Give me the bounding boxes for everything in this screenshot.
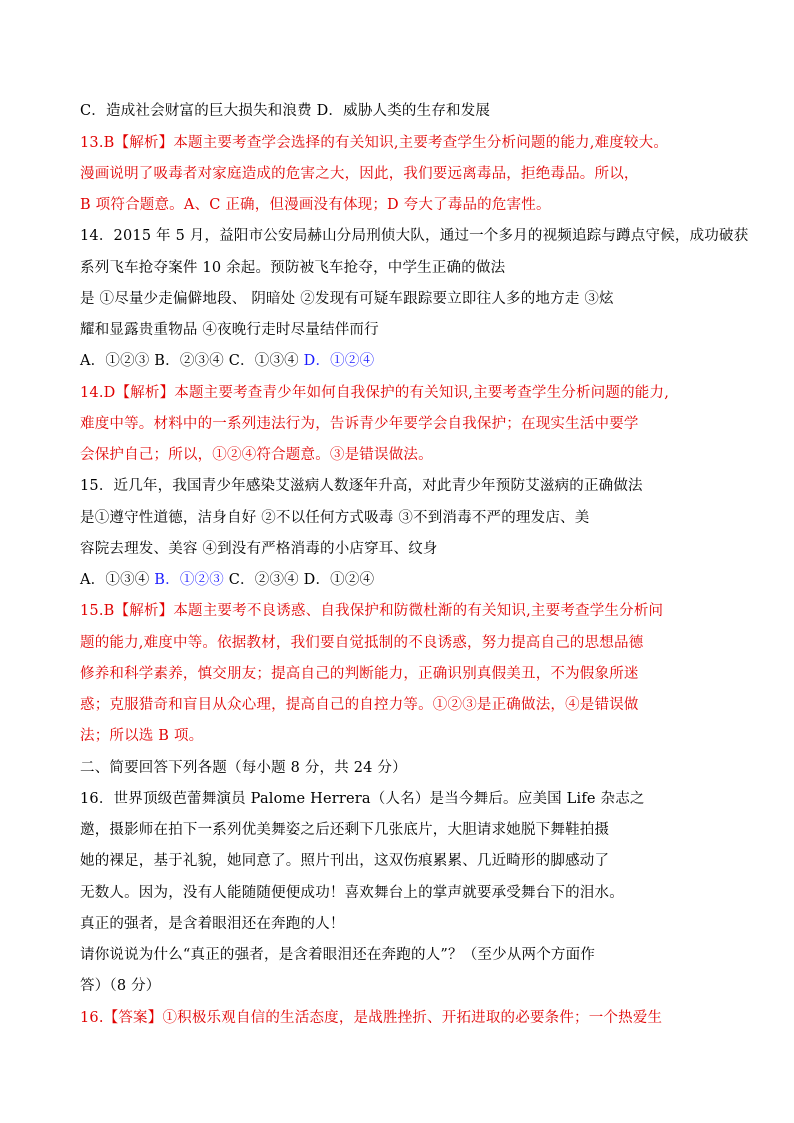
analysis-line: 14.D【解析】本题主要考查青少年如何自我保护的有关知识,主要考查学生分析问题的能力, [80,385,670,401]
question-line: 15．近几年，我国青少年感染艾滋病人数逐年升高，对此青少年预防艾滋病的正确做法 [80,478,643,494]
answer-line: 16.【答案】①积极乐观自信的生活态度，是战胜挫折、开拓进取的必要条件；一个热爱生 [80,1010,663,1026]
correct-option: D．①②④ [303,353,375,369]
question-line: 容院去理发、美容 ④到没有严格消毒的小店穿耳、纹身 [80,541,438,557]
analysis-line: 题的能力,难度中等。依据教材，我们要自觉抵制的不良诱惑，努力提高自己的思想品德 [80,635,644,651]
question-line: 邀，摄影师在拍下一系列优美舞姿之后还剩下几张底片，大胆请求她脱下舞鞋拍摄 [80,822,610,838]
section-heading: 二、简要回答下列各题（每小题 8 分，共 24 分） [80,760,407,776]
analysis-line: 惑；克服猎奇和盲目从众心理，提高自己的自控力等。①②③是正确做法，④是错误做 [80,697,639,713]
question-line: 14．2015 年 5 月，益阳市公安局赫山分局刑侦大队，通过一个多月的视频追踪与蹲点守候，成功破获 [80,228,749,244]
question-line: 耀和显露贵重物品 ④夜晚行走时尽量结伴而行 [80,322,379,338]
question-line: 16．世界顶级芭蕾舞演员 Palome Herrera（人名）是当今舞后。应美国 Life 杂志之 [80,791,645,807]
options-line [80,351,374,371]
analysis-line: 15.B【解析】本题主要考不良诱惑、自我保护和防微杜渐的有关知识,主要考查学生分析问 [80,603,664,619]
options-text: A．①③④ [80,572,155,588]
question-line: 是 ①尽量少走偏僻地段、 阴暗处 ②发现有可疑车跟踪要立即往人多的地方走 ③炫 [80,291,614,307]
analysis-line: 法；所以选 B 项。 [80,728,204,744]
analysis-line: B 项符合题意。A、C 正确，但漫画没有体现；D 夸大了毒品的危害性。 [80,197,551,213]
analysis-line: 13.B【解析】本题主要考查学会选择的有关知识,主要考查学生分析问题的能力,难度较大。 [80,135,669,151]
analysis-line: 会保护自己；所以，①②④符合题意。③是错误做法。 [80,447,433,463]
analysis-line: 修养和科学素养，慎交朋友；提高自己的判断能力，正确识别真假美丑，不为假象所迷 [80,666,639,682]
question-line: 系列飞车抢夺案件 10 余起。预防被飞车抢夺，中学生正确的做法 [80,260,506,276]
text-line: C．造成社会财富的巨大损失和浪费 D．威胁人类的生存和发展 [80,103,491,119]
options-text: C．②③④ D．①②④ [223,572,375,588]
question-line: 请你说说为什么“真正的强者，是含着眼泪还在奔跑的人”？（至少从两个方面作 [80,947,596,963]
question-line: 答）（8 分） [80,978,161,994]
question-line: 她的裸足，基于礼貌，她同意了。照片刊出，这双伤痕累累、几近畸形的脚感动了 [80,853,610,869]
analysis-line: 漫画说明了吸毒者对家庭造成的危害之大，因此，我们要远离毒品，拒绝毒品。所以， [80,166,639,182]
question-line: 真正的强者，是含着眼泪还在奔跑的人！ [80,916,345,932]
correct-option: B．①②③ [154,572,224,588]
question-line: 是①遵守性道德，洁身自好 ②不以任何方式吸毒 ③不到消毒不严的理发店、美 [80,510,590,526]
options-text: A．①②③ B．②③④ C．①③④ [80,353,304,369]
analysis-line: 难度中等。材料中的一系列违法行为，告诉青少年要学会自我保护；在现实生活中要学 [80,416,639,432]
options-line [80,570,374,590]
question-line: 无数人。因为，没有人能随随便便成功！喜欢舞台上的掌声就要承受舞台下的泪水。 [80,885,624,901]
